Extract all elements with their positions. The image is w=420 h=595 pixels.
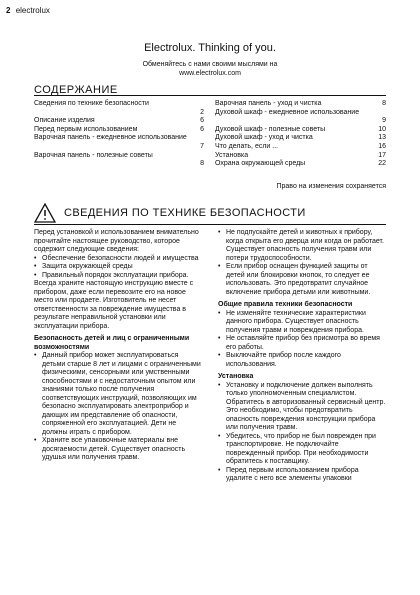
toc-item-page: 13 [378,134,386,142]
page-number: 2 [6,6,11,15]
toc-item-page: 16 [378,142,386,150]
toc-item[interactable] [215,160,386,169]
toc-item-label: Что делать, если ... [215,142,279,150]
children-safety-heading: Безопасность детей и лиц с ограниченными возможностями [34,335,190,351]
toc-item[interactable] [215,143,386,152]
installation-list [218,382,386,484]
share-line: Обменяйтесь с нами своими мыслями на [142,61,278,68]
share-text [0,60,420,78]
toc-item[interactable] [215,134,386,143]
warning-icon [34,203,56,223]
list-item: • Защита окружающей среды [34,263,202,272]
toc-item-label: Духовой шкаф - уход и чистка [215,134,313,142]
toc-item-label: Описание изделия [34,117,95,125]
page-header [6,6,50,15]
toc-item-label: Перед первым использованием [34,125,138,133]
toc-item-page: 9 [382,117,386,125]
list-item: • Правильный порядок эксплуатации прибора. [34,272,202,281]
toc-left-column [34,100,204,169]
installation-heading: Установка [218,373,254,380]
toc-item-page: 8 [200,160,204,168]
list-item: • Выключайте прибор после каждого использования. [218,352,386,369]
list-item: • Если прибор оснащен функцией защиты от детей или блокировки кнопок, то следует ее использовать. Это предотвратит случайное включение прибора детьми или животными. [218,263,386,297]
toc-item-page: 7 [200,142,204,150]
list-item: • Данный прибор может эксплуатироваться детьми старше 8 лет и лицами с ограниченными физическими, сенсорными или умственными способностями и с недостаточным опытом или знаниями только после получения соответствующих инструкций, позволяющих им безопасно эксплуатировать электроприбор и дающих им представление об опасности, сопряженной его эксплуатацией. Дети не должны играть с прибором. [34,352,202,437]
toc-item-label: Духовой шкаф - ежедневное использование [215,108,360,116]
toc-item-page: 22 [378,160,386,168]
toc-item-label: Варочная панель - уход и чистка [215,100,322,107]
list-item: • Храните все упаковочные материалы вне досягаемости детей. Существует опасность удушья или получения травм. [34,437,202,463]
intro-list [34,255,202,281]
safety-left-column [34,229,202,463]
toc-right-column [215,100,386,169]
toc-item-label: Духовой шкаф - полезные советы [215,125,326,133]
general-safety-list [218,310,386,370]
toc-item-page: 10 [378,125,386,133]
toc-item-page: 2 [200,108,204,116]
keep-instructions-text: Всегда храните настоящую инструкцию вместе с прибором, даже если перевозите его на новое место или продаете. Изготовитель не несет ответственности за повреждение имущества в результате неправильной установки или эксплуатации прибора. [34,280,194,330]
toc-item-label: Охрана окружающей среды [215,160,306,168]
children-safety-list [34,352,202,463]
brand-name: electrolux [15,6,50,15]
toc-item-page: 6 [200,117,204,125]
toc-item[interactable] [34,134,204,150]
slogan: Electrolux. Thinking of you. [144,42,276,54]
list-item: • Не изменяйте технические характеристики данного прибора. Существует опасность получения травм и повреждения прибора. [218,310,386,336]
list-item: • Обеспечение безопасности людей и имущества [34,255,202,264]
toc-item[interactable] [34,126,204,135]
list-item: • Перед первым использованием прибора удалите с него все элементы упаковки [218,467,386,484]
website-link[interactable]: www.electrolux.com [179,70,241,77]
toc-item-label: Установка [215,151,249,159]
safety-divider [34,224,386,225]
toc-item[interactable] [34,100,204,116]
toc-item-label: Варочная панель - полезные советы [34,151,153,159]
toc-item[interactable] [215,108,386,125]
toc-item[interactable] [215,152,386,161]
toc-item-label: Варочная панель - ежедневное использование [34,134,187,142]
list-item: • Убедитесь, что прибор не был поврежден при транспортировке. Не подключайте поврежденный прибор. При необходимости обратитесь к поставщику. [218,433,386,467]
toc-title: СОДЕРЖАНИЕ [34,84,118,96]
rights-note: Право на изменения сохраняется [276,183,386,190]
toc-item[interactable] [215,100,386,109]
toc-item-page: 6 [200,125,204,133]
toc-item[interactable] [34,117,204,126]
toc-item-label: Сведения по технике безопасности [34,100,149,107]
list-item: • Установку и подключение должен выполнять только уполномоченным специалистом. Обратитесь в авторизованный сервисный центр. Это необходимо, чтобы предотвратить опасность повреждения конструкции прибора или получения травм. [218,382,386,433]
toc-item-page: 8 [382,100,386,107]
toc-item-page: 17 [378,151,386,159]
general-safety-heading: Общие правила техники безопасности [218,301,353,308]
children-safety-list-cont [218,229,386,297]
list-item: • Не подпускайте детей и животных к прибору, когда открыта его дверца или когда он работает. Существует опасность получения травм или потери трудоспособности. [218,229,386,263]
safety-title: СВЕДЕНИЯ ПО ТЕХНИКЕ БЕЗОПАСНОСТИ [64,207,306,219]
list-item: • Не оставляйте прибор без присмотра во время его работы. [218,335,386,352]
safety-heading [34,203,306,223]
toc-item[interactable] [34,151,204,168]
intro-text: Перед установкой и использованием внимательно прочитайте настоящее руководство, которое содержит следующие сведения: [34,229,199,253]
safety-right-column [218,229,386,484]
